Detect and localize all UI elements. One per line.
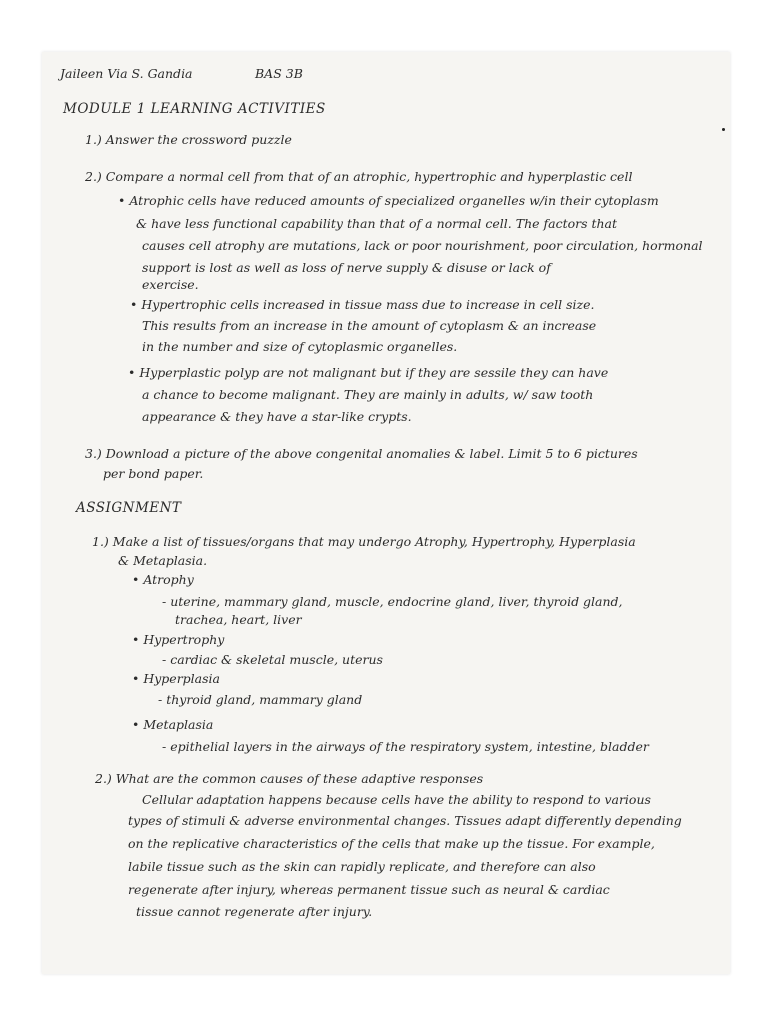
atrophic-line: causes cell atrophy are mutations, lack or poor nourishment, poor circulation, hormonal bbox=[142, 238, 703, 253]
hyperplastic-line: • Hyperplastic polyp are not malignant but if they are sessile they can have bbox=[128, 365, 609, 380]
atrophic-line: exercise. bbox=[142, 277, 199, 292]
hypertrophy-items: - cardiac & skeletal muscle, uterus bbox=[162, 652, 383, 667]
metaplasia-items: - epithelial layers in the airways of the respiratory system, intestine, bladder bbox=[162, 739, 649, 754]
assignment-title: ASSIGNMENT bbox=[76, 500, 182, 516]
atrophic-line: & have less functional capability than that of a normal cell. The factors that bbox=[136, 216, 618, 231]
hypertrophic-line: This results from an increase in the amount of cytoplasm & an increase bbox=[142, 318, 597, 333]
hyperplastic-line: appearance & they have a star-like crypts. bbox=[142, 409, 412, 424]
metaplasia-label: • Metaplasia bbox=[132, 717, 214, 732]
assignment-q1-cont: & Metaplasia. bbox=[118, 553, 208, 568]
activity-2: 2.) Compare a normal cell from that of an atrophic, hypertrophic and hyperplastic cell bbox=[85, 169, 633, 184]
hypertrophic-line: in the number and size of cytoplasmic organelles. bbox=[142, 339, 458, 354]
hypertrophy-label: • Hypertrophy bbox=[132, 632, 225, 647]
module-title: MODULE 1 LEARNING ACTIVITIES bbox=[63, 101, 326, 117]
atrophic-line: • Atrophic cells have reduced amounts of specialized organelles w/in their cytoplasm bbox=[118, 193, 659, 208]
assignment-q1: 1.) Make a list of tissues/organs that may undergo Atrophy, Hypertrophy, Hyperplasia bbox=[92, 534, 636, 549]
student-name: Jaileen Via S. Gandia bbox=[60, 66, 193, 81]
hypertrophic-line: • Hypertrophic cells increased in tissue mass due to increase in cell size. bbox=[130, 297, 595, 312]
answer-line: on the replicative characteristics of the cells that make up the tissue. For example, bbox=[128, 836, 655, 851]
hyperplasia-items: - thyroid gland, mammary gland bbox=[158, 692, 363, 707]
hyperplastic-line: a chance to become malignant. They are mainly in adults, w/ saw tooth bbox=[142, 387, 594, 402]
atrophy-label: • Atrophy bbox=[132, 572, 194, 587]
activity-3-cont: per bond paper. bbox=[103, 466, 204, 481]
activity-3: 3.) Download a picture of the above congenital anomalies & label. Limit 5 to 6 pictures bbox=[85, 446, 638, 461]
answer-line: tissue cannot regenerate after injury. bbox=[136, 904, 373, 919]
atrophic-line: support is lost as well as loss of nerve supply & disuse or lack of bbox=[142, 260, 551, 275]
assignment-q2: 2.) What are the common causes of these adaptive responses bbox=[95, 771, 484, 786]
answer-line: regenerate after injury, whereas permanent tissue such as neural & cardiac bbox=[128, 882, 610, 897]
activity-1: 1.) Answer the crossword puzzle bbox=[85, 132, 292, 147]
atrophy-items-cont: trachea, heart, liver bbox=[175, 612, 302, 627]
atrophy-items: - uterine, mammary gland, muscle, endocrine gland, liver, thyroid gland, bbox=[162, 594, 623, 609]
answer-line: labile tissue such as the skin can rapidly replicate, and therefore can also bbox=[128, 859, 596, 874]
student-section: BAS 3B bbox=[255, 66, 303, 81]
hyperplasia-label: • Hyperplasia bbox=[132, 671, 221, 686]
answer-line: types of stimuli & adverse environmental changes. Tissues adapt differently depending bbox=[128, 813, 682, 828]
ink-dot bbox=[722, 128, 725, 131]
answer-line: Cellular adaptation happens because cells have the ability to respond to various bbox=[142, 792, 651, 807]
